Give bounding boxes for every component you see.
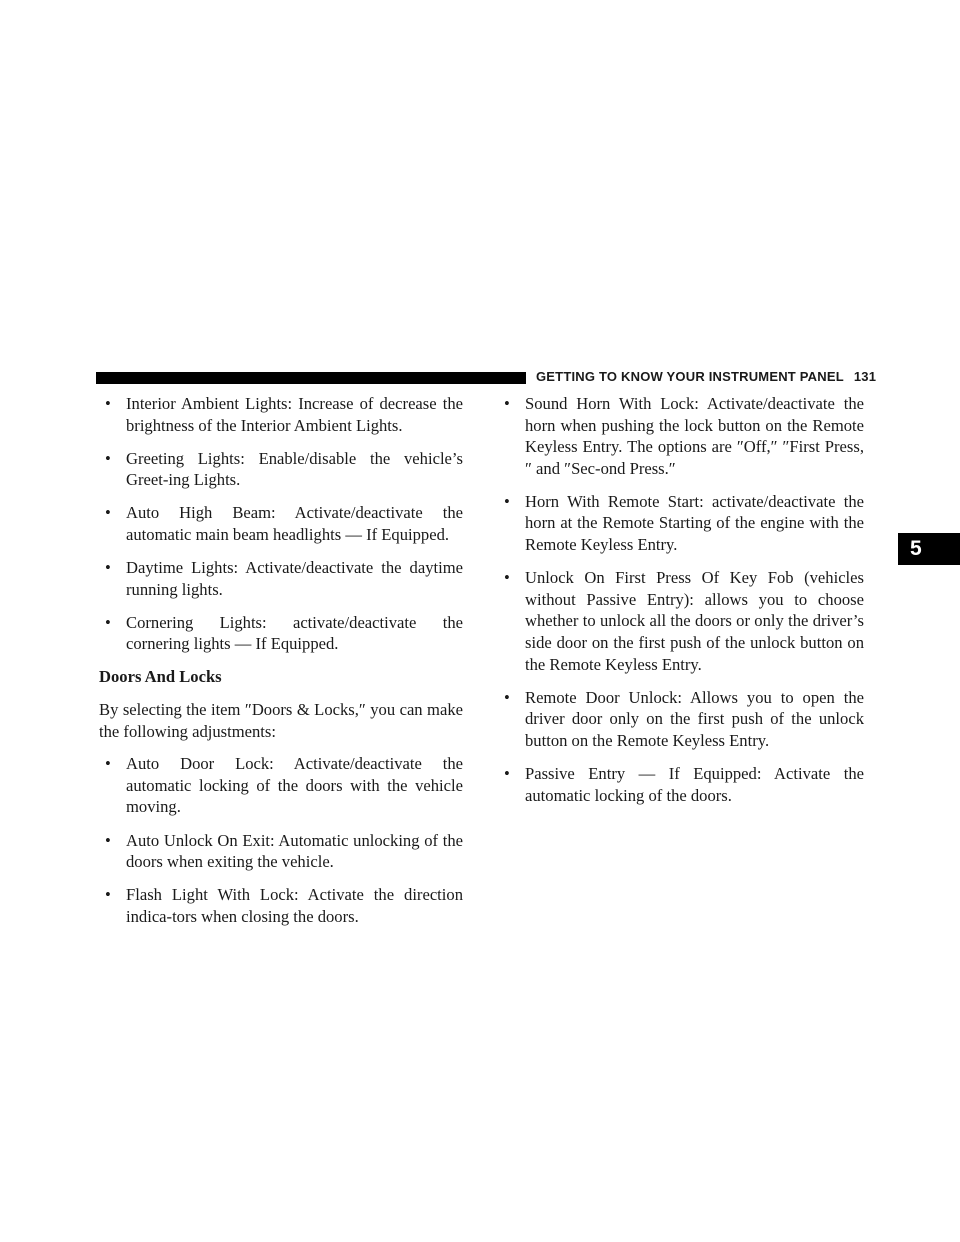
page-number: 131 (853, 369, 877, 384)
bullet-icon: • (105, 558, 111, 578)
list-item (99, 753, 463, 818)
list-item-text: Interior Ambient Lights: Increase of decrease the brightness of the Interior Ambient Lights. (126, 394, 463, 435)
header-rule (96, 372, 526, 384)
list-item (99, 448, 463, 491)
list-item-text: Unlock On First Press Of Key Fob (vehicles without Passive Entry): allows you to choose whether to unlock all the doors or only the driver’s side door on the first push of the unlock button on the Remote Keyless Entry. (525, 568, 864, 674)
horn-and-unlock-options-list (498, 393, 864, 806)
bullet-icon: • (504, 394, 510, 413)
bullet-icon: • (105, 448, 111, 468)
list-item-text: Auto Door Lock: Activate/deactivate the automatic locking of the doors with the vehicle moving. (126, 754, 463, 817)
right-column (498, 393, 864, 818)
bullet-icon: • (504, 763, 510, 783)
list-item (99, 393, 463, 436)
bullet-icon: • (105, 885, 111, 905)
list-item (99, 557, 463, 600)
list-item-text: Daytime Lights: Activate/deactivate the daytime running lights. (126, 558, 463, 599)
left-column (99, 393, 463, 939)
list-item-text: Sound Horn With Lock: Activate/deactivate the horn when pushing the lock button on the Remote Keyless Entry. The options are ″Off,″ ″First Press,″ and ″Sec-ond Press.″ (525, 394, 864, 478)
section-heading: Doors And Locks (99, 667, 222, 687)
bullet-icon: • (105, 503, 111, 523)
list-item (99, 884, 463, 927)
list-item-text: Auto Unlock On Exit: Automatic unlocking of the doors when exiting the vehicle. (126, 830, 463, 872)
list-item (498, 567, 864, 675)
section-title: GETTING TO KNOW YOUR INSTRUMENT PANEL (536, 369, 844, 384)
list-item-text: Passive Entry — If Equipped: Activate the automatic locking of the doors. (525, 763, 864, 805)
intro-paragraph: By selecting the item ″Doors & Locks,″ you can make the following adjustments: (99, 700, 463, 741)
doors-options-list (99, 753, 463, 927)
bullet-icon: • (504, 568, 510, 588)
running-header (536, 369, 876, 384)
list-item-text: Cornering Lights: activate/deactivate the cornering lights — If Equipped. (126, 612, 463, 654)
bullet-icon: • (105, 394, 111, 413)
chapter-tab (898, 533, 960, 565)
list-item-text: Horn With Remote Start: activate/deactivate the horn at the Remote Starting of the engine with the Remote Keyless Entry. (525, 491, 864, 555)
list-item (498, 687, 864, 752)
list-item-text: Greeting Lights: Enable/disable the vehicle’s Greet-ing Lights. (126, 448, 463, 490)
list-item (99, 502, 463, 545)
chapter-number: 5 (910, 537, 922, 560)
lights-options-list (99, 393, 463, 655)
bullet-icon: • (105, 612, 111, 632)
list-item (498, 393, 864, 479)
bullet-icon: • (105, 754, 111, 774)
list-item-text: Flash Light With Lock: Activate the direction indica-tors when closing the doors. (126, 885, 463, 926)
bullet-icon: • (105, 830, 111, 850)
bullet-icon: • (504, 491, 510, 511)
list-item (498, 491, 864, 556)
list-item-text: Remote Door Unlock: Allows you to open the driver door only on the first push of the unlock button on the Remote Keyless Entry. (525, 687, 864, 750)
list-item-text: Auto High Beam: Activate/deactivate the automatic main beam headlights — If Equipped. (126, 503, 463, 544)
list-item (498, 763, 864, 806)
list-item (99, 830, 463, 873)
list-item (99, 612, 463, 655)
bullet-icon: • (504, 687, 510, 707)
